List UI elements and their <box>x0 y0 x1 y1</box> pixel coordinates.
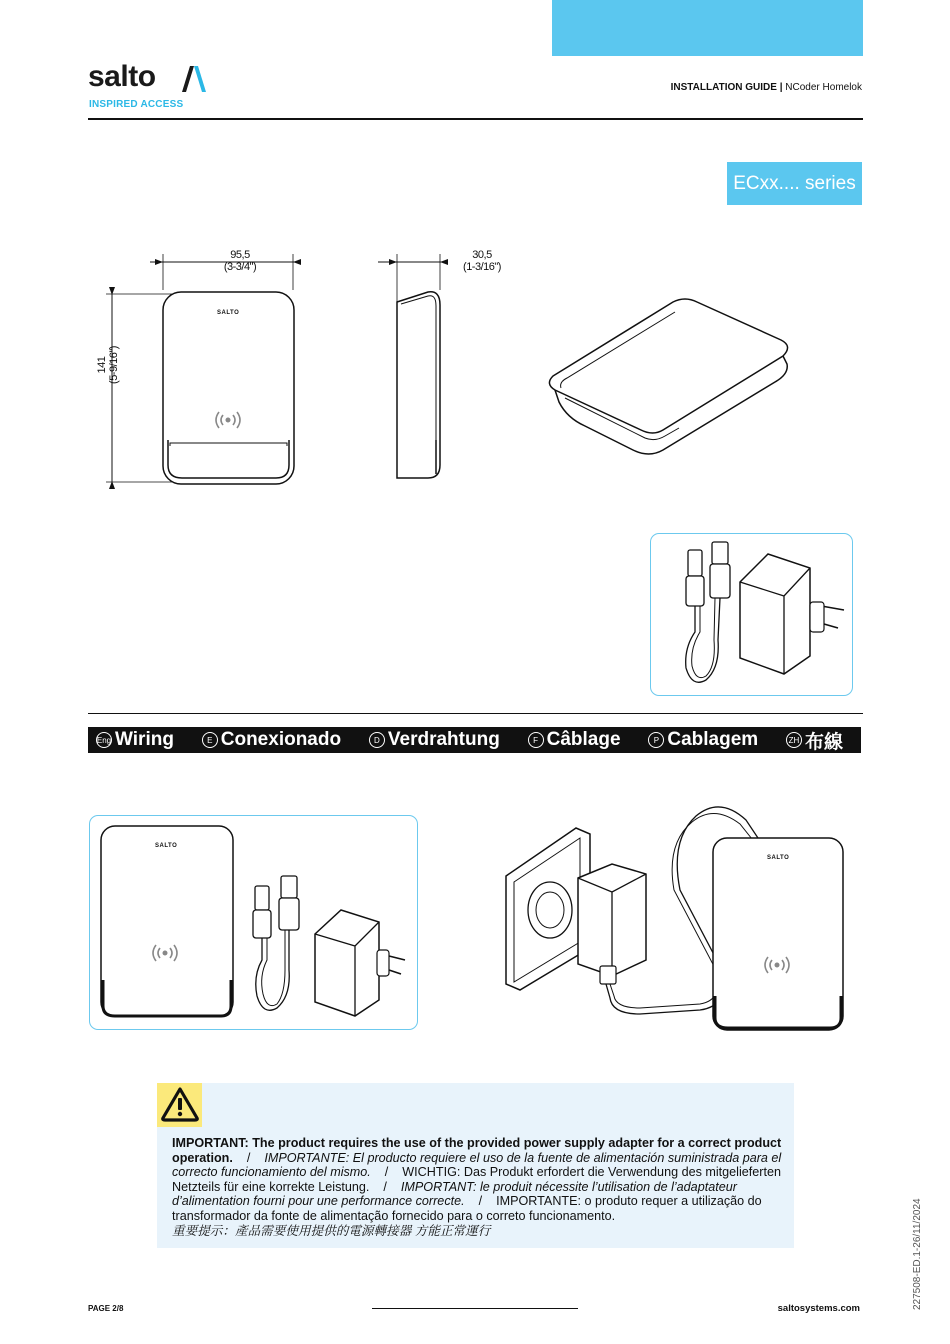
depth-in: (1-3/16") <box>463 261 501 273</box>
package-device-brand-mark: SALTO <box>155 843 178 849</box>
usb-cable-and-adapter-drawing <box>660 540 850 690</box>
guide-label: INSTALLATION GUIDE <box>670 82 777 93</box>
installation-wiring-drawing <box>500 800 850 1035</box>
title-separator: | <box>779 82 783 93</box>
notice-en: IMPORTANT: The product requires the use of the provided power supply adapter for a correct product operation. <box>172 1136 782 1165</box>
lang-code-de: D <box>369 732 385 748</box>
lang-item-fr <box>528 729 621 751</box>
side-view-drawing <box>370 250 460 490</box>
lang-item-de <box>369 729 500 751</box>
warning-triangle-icon <box>160 1085 200 1123</box>
logo-tagline: INSPIRED ACCESS <box>89 99 184 110</box>
notice-de: WICHTIG: Das Produkt erfordert die Verwendung des mitgelieferten Netzteils für eine korrekte Leistung. <box>172 1165 781 1194</box>
height-in: (5-9/16") <box>108 346 120 384</box>
document-title <box>671 82 862 93</box>
notice-sep-3: / <box>383 1179 387 1194</box>
salto-logo: salto <box>88 60 156 93</box>
package-nfc-wave-icon <box>150 944 180 962</box>
lang-code-es: E <box>202 732 218 748</box>
notice-sep-1: / <box>246 1150 251 1165</box>
series-badge: ECxx.... series <box>727 162 862 205</box>
section-divider <box>88 713 863 714</box>
product-name: NCoder Homelok <box>785 82 862 93</box>
important-notice-text <box>172 1136 782 1238</box>
footer-divider <box>372 1308 578 1309</box>
wiring-language-bar <box>88 727 861 753</box>
package-contents-drawing <box>95 820 415 1025</box>
nfc-wave-icon <box>213 411 243 429</box>
lang-label-es: Conexionado <box>220 729 342 750</box>
lang-label-zh: 布線 <box>804 731 843 753</box>
height-mm: 141 <box>96 356 108 374</box>
installed-nfc-wave-icon <box>762 956 792 974</box>
lang-label-fr: Câblage <box>546 729 621 750</box>
header-accent-bar <box>552 0 863 56</box>
height-dimension-label <box>96 345 120 385</box>
notice-sep-2: / <box>384 1165 389 1180</box>
lang-label-de: Verdrahtung <box>387 729 500 750</box>
header-divider <box>88 118 863 120</box>
lang-code-zh: ZH <box>786 732 802 748</box>
width-mm: 95,5 <box>230 249 250 261</box>
notice-sep-4: / <box>478 1194 483 1209</box>
notice-zh: 重要提示：產品需要使用提供的電源轉接器 方能正常運行 <box>172 1223 491 1238</box>
installed-device-brand-mark: SALTO <box>767 855 790 861</box>
notice-es: IMPORTANTE: El producto requiere el uso de la fuente de alimentación suministrada para el correcto funcionamiento del mismo. <box>172 1150 782 1180</box>
page-number: PAGE 2/8 <box>88 1304 124 1313</box>
lang-label-eng: Wiring <box>115 729 174 750</box>
isometric-view-drawing <box>545 298 805 468</box>
lang-item-es <box>202 729 341 751</box>
lang-item-eng <box>96 729 174 751</box>
device-brand-mark: SALTO <box>217 310 240 316</box>
notice-pt: IMPORTANTE: o produto requer a utilização do transformador da fonte de alimentação fornecido para o correto funcionamento. <box>172 1194 762 1223</box>
document-code: 227508-ED.1-26/11/2024 <box>912 1198 923 1310</box>
lang-code-pt: P <box>648 732 664 748</box>
salto-logo-mark-icon <box>180 64 208 94</box>
lang-code-eng: Eng <box>96 732 112 748</box>
lang-label-pt: Cablagem <box>667 729 759 750</box>
lang-item-zh <box>786 727 843 754</box>
lang-code-fr: F <box>528 732 544 748</box>
depth-dimension-label <box>452 249 512 273</box>
lang-item-pt <box>648 729 758 751</box>
depth-mm: 30,5 <box>472 249 492 261</box>
front-view-drawing <box>100 250 320 490</box>
width-in: (3-3/4") <box>223 261 257 273</box>
website-link[interactable]: saltosystems.com <box>777 1303 860 1314</box>
notice-fr: IMPORTANT: le produit nécessite l’utilisation de l’adaptateur d’alimentation fourni pour une performance correcte. <box>172 1179 737 1209</box>
